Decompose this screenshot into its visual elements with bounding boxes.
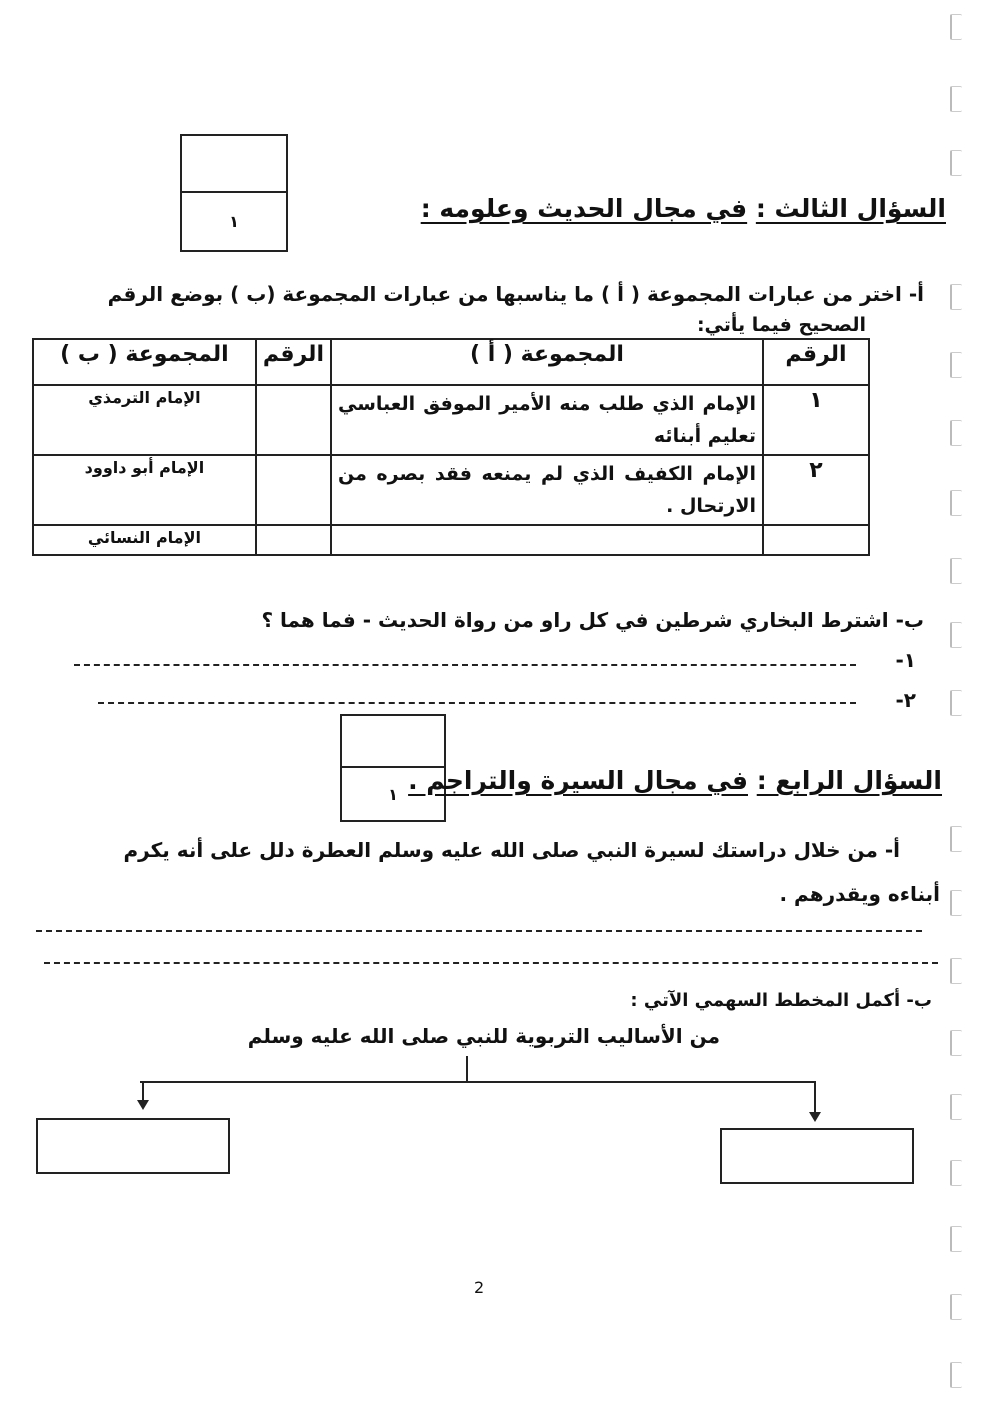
diagram-answer-box-right[interactable] [720, 1128, 914, 1184]
q4-answer-line-2[interactable] [44, 962, 938, 964]
arrow-down-icon [809, 1112, 821, 1122]
binder-hole [950, 1226, 962, 1252]
binder-hole [950, 890, 962, 916]
binder-hole [950, 690, 962, 716]
col-header-num-a: الرقم [763, 339, 869, 385]
q4-heading-topic: في مجال السيرة والتراجم . [408, 766, 748, 795]
binder-hole [950, 826, 962, 852]
group-b-item: الإمام الترمذي [33, 385, 256, 455]
q3-part-a-instruction: أ- اختر من عبارات المجموعة ( أ ) ما يناسبها من عبارات المجموعة (ب ) بوضع الرقم [107, 282, 924, 306]
answer-2-label: ٢- [895, 688, 916, 712]
col-header-num-b: الرقم [256, 339, 331, 385]
col-header-group-a: المجموعة ( أ ) [331, 339, 763, 385]
binder-hole [950, 1030, 962, 1056]
q4-heading [408, 766, 942, 795]
answer-1-line[interactable] [74, 664, 856, 666]
binder-hole [950, 150, 962, 176]
table-row [33, 525, 869, 555]
arrow-down-icon [137, 1100, 149, 1110]
answer-1-label: ١- [895, 648, 916, 672]
diagram-branch-line [140, 1081, 816, 1083]
group-a-statement: الإمام الذي طلب منه الأمير الموفق العباسي تعليم أبنائه [331, 385, 763, 455]
row-number: ١ [763, 385, 869, 455]
answer-number-cell[interactable] [256, 385, 331, 455]
answer-number-cell[interactable] [256, 525, 331, 555]
q3-part-a-instruction-cont: الصحيح فيما يأتي: [696, 314, 866, 336]
col-header-group-b: المجموعة ( ب ) [33, 339, 256, 385]
q4-score-blank[interactable] [342, 716, 444, 768]
answer-2-line[interactable] [98, 702, 856, 704]
answer-number-cell[interactable] [256, 455, 331, 525]
binder-hole [950, 1160, 962, 1186]
q4-heading-prefix: السؤال الرابع : [756, 766, 942, 795]
matching-table [32, 338, 870, 556]
table-header-row [33, 339, 869, 385]
row-number: ٢ [763, 455, 869, 525]
binder-hole [950, 622, 962, 648]
diagram-left-drop [142, 1081, 144, 1101]
binder-hole [950, 14, 962, 40]
binder-hole [950, 558, 962, 584]
group-b-item: الإمام أبو داوود [33, 455, 256, 525]
q4-part-a-question-cont: أبناءه ويقدرهم . [779, 882, 940, 906]
row-number [763, 525, 869, 555]
group-a-statement [331, 525, 763, 555]
table-row [33, 455, 869, 525]
q4-answer-line-1[interactable] [36, 930, 922, 932]
q3-heading-prefix: السؤال الثالث : [755, 194, 946, 223]
q4-part-b-instruction: ب- أكمل المخطط السهمي الآتي : [630, 990, 932, 1011]
q3-score-blank[interactable] [182, 136, 286, 193]
table-row [33, 385, 869, 455]
binder-hole [950, 284, 962, 310]
diagram-stem [466, 1056, 468, 1082]
q4-part-a-question: أ- من خلال دراستك لسيرة النبي صلى الله عليه وسلم العطرة دلل على أنه يكرم [123, 838, 900, 862]
binder-hole [950, 958, 962, 984]
binder-hole [950, 352, 962, 378]
group-a-statement: الإمام الكفيف الذي لم يمنعه فقد بصره من الارتحال . [331, 455, 763, 525]
binder-hole [950, 490, 962, 516]
q3-score-value: ١ [229, 212, 239, 231]
diagram-right-drop [814, 1081, 816, 1113]
binder-hole [950, 86, 962, 112]
q3-heading-topic: في مجال الحديث وعلومه : [420, 194, 748, 223]
binder-hole [950, 420, 962, 446]
diagram-answer-box-left[interactable] [36, 1118, 230, 1174]
binder-hole [950, 1362, 962, 1388]
binder-hole [950, 1294, 962, 1320]
q4-score-value: ١ [388, 784, 398, 804]
q3-score-box [180, 134, 288, 252]
q3-part-b-question: ب- اشترط البخاري شرطين في كل راو من رواة الحديث - فما هما ؟ [261, 608, 924, 632]
diagram-root-label: من الأساليب التربوية للنبي صلى الله عليه وسلم [247, 1024, 720, 1048]
page-number: 2 [474, 1278, 485, 1297]
group-b-item: الإمام النسائي [33, 525, 256, 555]
q3-heading [421, 194, 946, 223]
binder-hole [950, 1094, 962, 1120]
